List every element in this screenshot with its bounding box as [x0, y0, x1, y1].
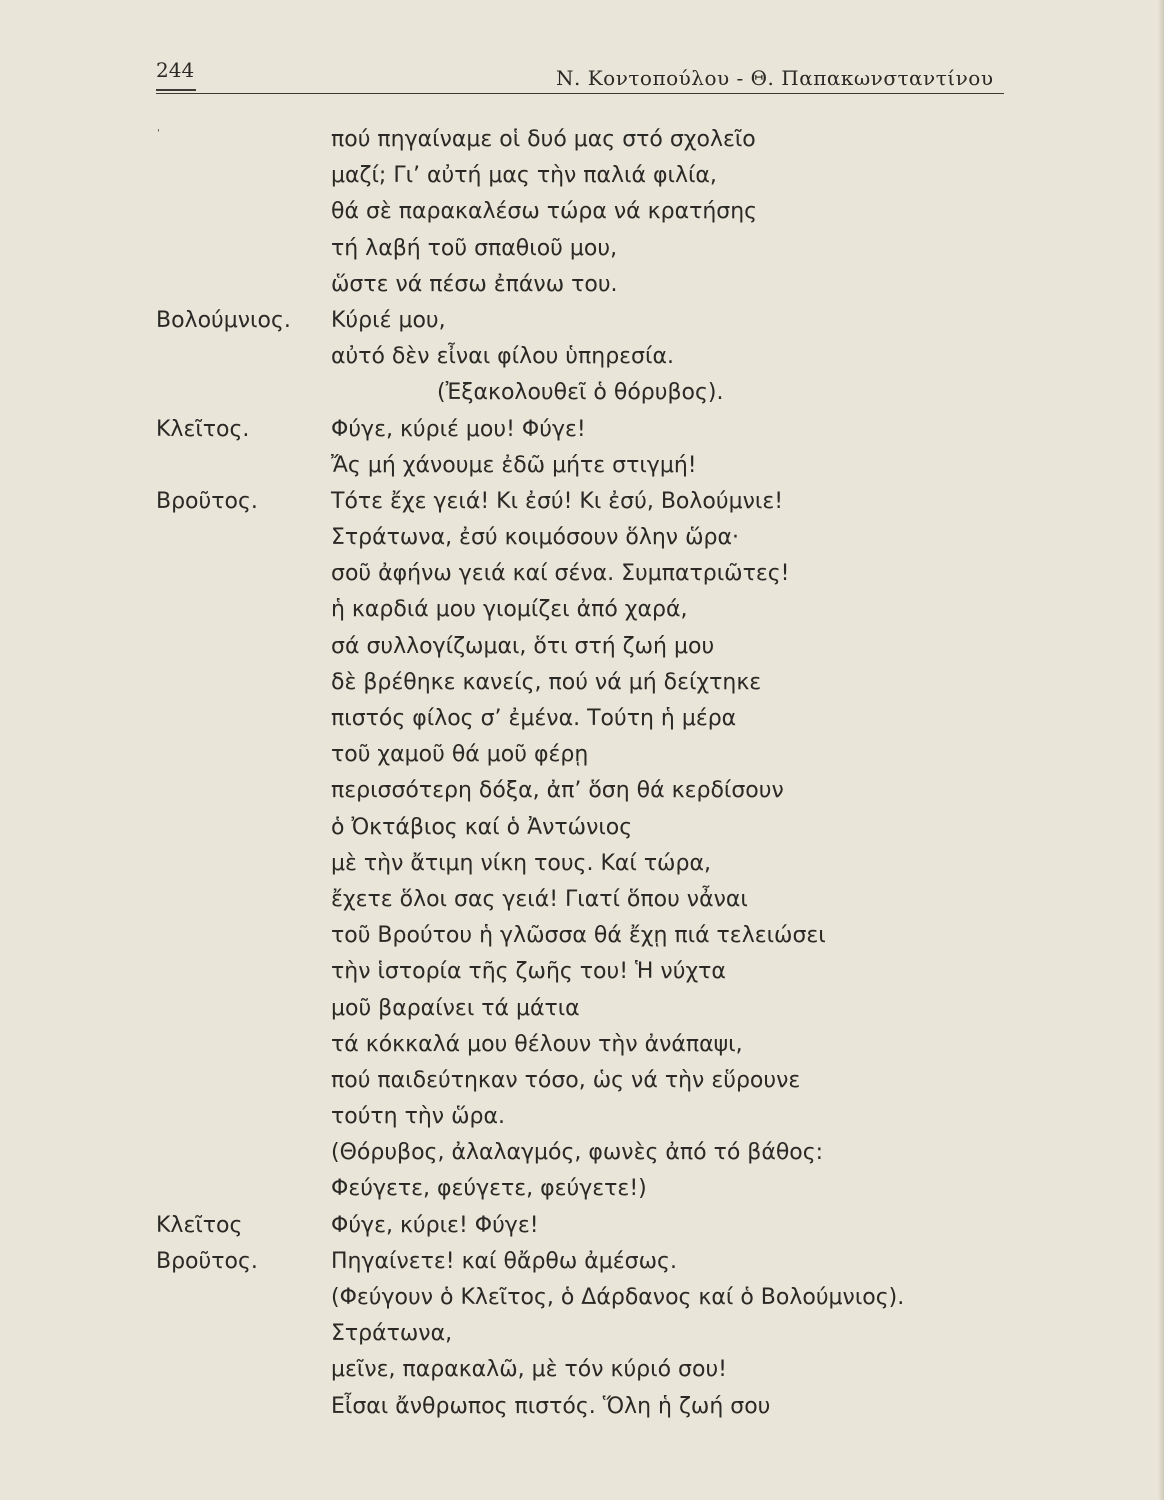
verse-line: τοῦ Βρούτου ἡ γλῶσσα θά ἔχῃ πιά τελειώσει	[331, 923, 826, 949]
script-line	[0, 592, 1164, 628]
page-number-underline	[156, 89, 196, 91]
script-line	[0, 665, 1164, 701]
page-edge	[1158, 0, 1164, 1500]
running-head: Ν. Κοντοπούλου - Θ. Παπακωνσταντίνου	[556, 66, 994, 90]
script-line	[0, 1063, 1164, 1099]
verse-line: Τότε ἔχε γειά! Κι ἐσύ! Κι ἐσύ, Βολούμνιε!	[331, 488, 784, 514]
verse-line: ὁ Ὀκτάβιος καί ὁ Ἀντώνιος	[331, 814, 633, 840]
verse-line: ἔχετε ὅλοι σας γειά! Γιατί ὅπου νἆναι	[331, 886, 748, 912]
verse-line: σά συλλογίζωμαι, ὅτι στή ζωή μου	[331, 633, 715, 659]
script-line	[0, 954, 1164, 990]
script-line	[0, 1135, 1164, 1171]
script-line	[0, 122, 1164, 158]
verse-line: πού παιδεύτηκαν τόσο, ὡς νά τὴν εὕρουνε	[331, 1067, 801, 1093]
script-line	[0, 158, 1164, 194]
verse-line: τά κόκκαλά μου θέλουν τὴν ἀνάπαψι,	[331, 1031, 743, 1057]
script-line	[0, 1027, 1164, 1063]
script-line	[0, 1099, 1164, 1135]
verse-line: πιστός φίλος σ’ ἐμένα. Τούτη ἡ μέρα	[331, 706, 737, 731]
verse-line: Φύγε, κύριε! Φύγε!	[331, 1212, 539, 1238]
speaker-name: Κλεῖτος.	[156, 416, 250, 442]
script-line	[0, 846, 1164, 882]
script-line	[0, 303, 1164, 339]
verse-line: (Θόρυβος, ἀλαλαγμός, φωνὲς ἀπό τό βάθος:	[331, 1140, 824, 1166]
script-line	[0, 1316, 1164, 1352]
verse-line: τή λαβή τοῦ σπαθιοῦ μου,	[331, 235, 618, 261]
verse-line: θά σὲ παρακαλέσω τώρα νά κρατήσης	[331, 199, 758, 225]
verse-line: Φεύγετε, φεύγετε, φεύγετε!)	[331, 1176, 647, 1202]
verse-line: σοῦ ἀφήνω γειά καί σένα. Συμπατριῶτες!	[331, 561, 790, 587]
page-number: 244	[156, 58, 195, 82]
stage-direction: (Ἐξακολουθεῖ ὁ θόρυβος).	[437, 380, 724, 406]
verse-line: μὲ τὴν ἄτιμη νίκη τους. Καί τώρα,	[331, 850, 711, 876]
verse-line: τὴν ἱστορία τῆς ζωῆς του! Ἡ νύχτα	[331, 959, 726, 985]
speaker-name: Βροῦτος.	[156, 488, 258, 514]
script-line	[0, 484, 1164, 520]
speaker-name: Βροῦτος.	[156, 1248, 258, 1274]
speaker-name: Κλεῖτος	[156, 1212, 243, 1238]
script-line	[0, 991, 1164, 1027]
verse-line: Κύριέ μου,	[331, 307, 446, 333]
verse-line: Πηγαίνετε! καί θἄρθω ἀμέσως.	[331, 1248, 677, 1274]
verse-line: πού πηγαίναμε οἱ δυό μας στό σχολεῖο	[331, 127, 756, 152]
script-line	[0, 737, 1164, 773]
verse-line: Εἶσαι ἄνθρωπος πιστός. Ὅλη ἡ ζωή σου	[331, 1393, 771, 1419]
script-line	[0, 629, 1164, 665]
verse-line: μαζί; Γι’ αὐτή μας τὴν παλιά φιλία,	[331, 163, 717, 189]
script-line	[0, 1280, 1164, 1316]
script-line	[0, 375, 1164, 411]
script-line	[0, 339, 1164, 375]
script-line	[0, 1171, 1164, 1207]
script-line	[0, 448, 1164, 484]
script-line	[0, 1244, 1164, 1280]
script-line	[0, 412, 1164, 448]
margin-mark: '	[157, 128, 160, 139]
verse-line: αὐτό δὲν εἶναι φίλου ὑπηρεσία.	[331, 344, 674, 370]
verse-line: ἡ καρδιά μου γιομίζει ἀπό χαρά,	[331, 597, 688, 623]
verse-line: τοῦ χαμοῦ θά μοῦ φέρῃ	[331, 742, 589, 768]
script-line	[0, 1352, 1164, 1388]
script-line	[0, 882, 1164, 918]
header-rule	[156, 93, 1004, 94]
play-text	[0, 122, 1164, 1425]
verse-line: Στράτωνα,	[331, 1321, 453, 1347]
script-line	[0, 773, 1164, 809]
script-line	[0, 1208, 1164, 1244]
verse-line: ὥστε νά πέσω ἐπάνω του.	[331, 271, 618, 297]
script-line	[0, 194, 1164, 230]
script-line	[0, 520, 1164, 556]
verse-line: τούτη τὴν ὥρα.	[331, 1104, 505, 1130]
script-line	[0, 810, 1164, 846]
verse-line: (Φεύγουν ὁ Κλεῖτος, ὁ Δάρδανος καί ὁ Βολούμνιος).	[331, 1285, 905, 1310]
verse-line: μεῖνε, παρακαλῶ, μὲ τόν κύριό σου!	[331, 1357, 727, 1383]
speaker-name: Βολούμνιος.	[156, 307, 291, 333]
verse-line: Φύγε, κύριέ μου! Φύγε!	[331, 416, 586, 442]
script-line	[0, 918, 1164, 954]
script-line	[0, 231, 1164, 267]
verse-line: περισσότερη δόξα, ἀπ’ ὅση θά κερδίσουν	[331, 778, 784, 804]
script-line	[0, 556, 1164, 592]
verse-line: μοῦ βαραίνει τά μάτια	[331, 995, 580, 1021]
script-line	[0, 267, 1164, 303]
script-line	[0, 1389, 1164, 1425]
verse-line: δὲ βρέθηκε κανείς, πού νά μή δείχτηκε	[331, 669, 762, 695]
verse-line: Ἄς μή χάνουμε ἐδῶ μήτε στιγμή!	[331, 452, 697, 478]
verse-line: Στράτωνα, ἐσύ κοιμόσουν ὅλην ὥρα·	[331, 525, 739, 551]
script-line	[0, 701, 1164, 737]
